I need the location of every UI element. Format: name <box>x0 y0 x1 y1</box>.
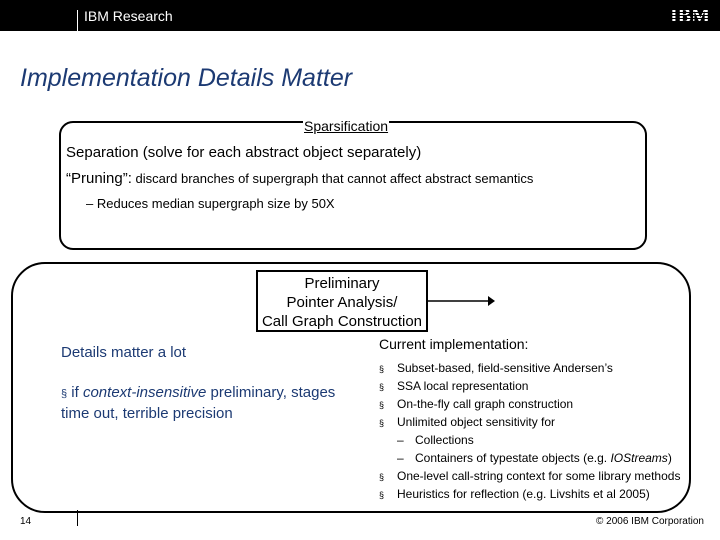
pruning-rest: discard branches of supergraph that cannot affect abstract semantics <box>131 171 534 186</box>
list-item <box>379 485 719 503</box>
pruning-lead: “Pruning”: <box>66 170 132 187</box>
bullet-marker: – <box>397 433 404 447</box>
list-item-text: Containers of typestate objects (e.g. IOStreams) <box>415 451 672 465</box>
preliminary-line-1: Preliminary <box>304 275 380 292</box>
bullet-marker: – <box>397 451 404 465</box>
bullet-marker: § <box>379 382 385 392</box>
separation-line: Separation (solve for each abstract object separately) <box>66 144 422 161</box>
list-item <box>379 413 719 431</box>
page-number: 14 <box>20 516 32 527</box>
list-item <box>379 359 719 377</box>
details-text-1: if <box>67 384 83 401</box>
header-divider <box>77 10 78 34</box>
header-bar <box>0 0 720 31</box>
reduction-line: – Reduces median supergraph size by 50X <box>86 196 335 211</box>
bullet-marker: § <box>379 472 385 482</box>
bullet-marker: § <box>379 418 385 428</box>
list-item-text: Subset-based, field-sensitive Andersen’s <box>397 361 613 375</box>
copyright: © 2006 IBM Corporation <box>596 516 704 527</box>
footer-divider <box>77 510 78 526</box>
slide-title: Implementation Details Matter <box>20 64 353 92</box>
list-item-text: On-the-fly call graph construction <box>397 397 574 411</box>
bullet-marker: § <box>379 364 385 374</box>
preliminary-line-2: Pointer Analysis/ <box>286 294 398 311</box>
list-item-text: One-level call-string context for some library methods <box>397 469 681 483</box>
list-item-text: Heuristics for reflection (e.g. Livshits et al 2005) <box>397 487 650 501</box>
flow-arrow <box>428 294 496 308</box>
list-item-text: Unlimited object sensitivity for <box>397 415 556 429</box>
preliminary-analysis-box <box>256 270 428 332</box>
list-item-text: Collections <box>415 433 474 447</box>
list-item-text: SSA local representation <box>397 379 529 393</box>
sub-list-item <box>379 431 719 449</box>
details-text-2: preliminary, stages time out, terrible precision <box>61 384 336 422</box>
svg-text:IBM: IBM <box>670 5 710 26</box>
pruning-line <box>66 170 533 187</box>
ibm-logo <box>664 4 716 26</box>
details-text-italic: context-insensitive <box>82 384 207 401</box>
implementation-list <box>379 359 719 503</box>
details-heading: Details matter a lot <box>61 344 187 361</box>
implementation-heading: Current implementation: <box>379 336 529 352</box>
list-item <box>379 395 719 413</box>
org-label: IBM Research <box>84 8 173 24</box>
details-bullet <box>61 383 351 424</box>
list-item <box>379 467 719 485</box>
preliminary-line-3: Call Graph Construction <box>261 313 423 330</box>
bullet-marker: § <box>379 490 385 500</box>
sub-list-item <box>379 449 719 467</box>
sparsification-heading: Sparsification <box>304 118 389 134</box>
bullet-marker: § <box>61 388 68 400</box>
bullet-marker: § <box>379 400 385 410</box>
list-item <box>379 377 719 395</box>
